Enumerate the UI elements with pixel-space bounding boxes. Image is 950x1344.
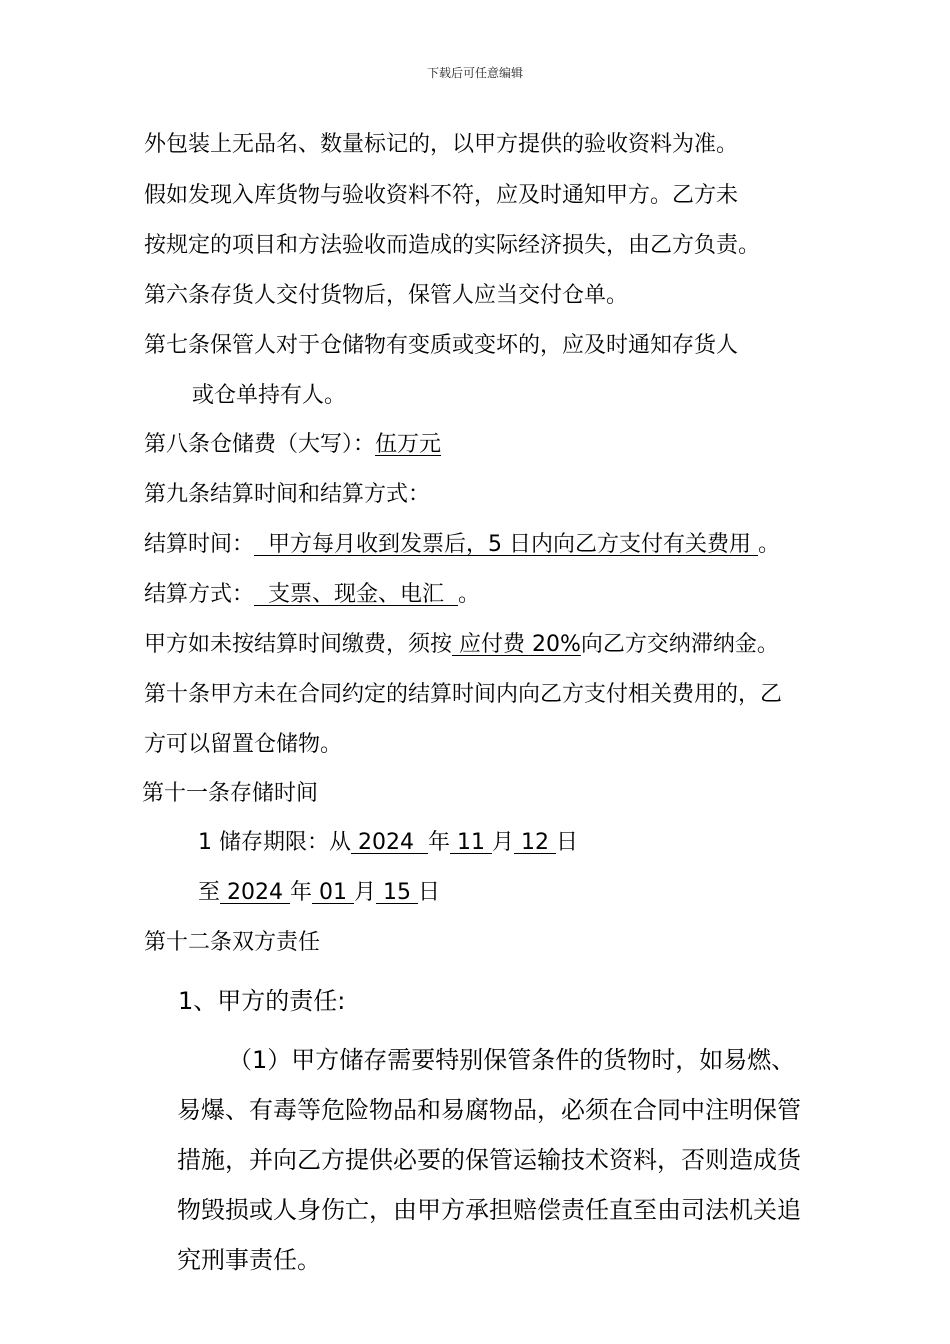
period-to-prefix: 至 bbox=[198, 880, 221, 905]
month-unit: 月 bbox=[354, 880, 377, 905]
period-to-day: 15 bbox=[376, 880, 418, 905]
period-to-month: 01 bbox=[312, 880, 354, 905]
punctuation: 。 bbox=[758, 532, 781, 557]
storage-fee-value: 伍万元 bbox=[375, 432, 442, 457]
settlement-time-value: 甲方每月收到发票后，5 日内向乙方支付有关费用 bbox=[254, 532, 758, 557]
text-line: （1）甲方储存需要特别保管条件的货物时，如易燃、 bbox=[228, 1046, 796, 1074]
text-line: 究刑事责任。 bbox=[177, 1246, 321, 1274]
settlement-method-label: 结算方式： bbox=[144, 582, 255, 607]
period-from-month: 11 bbox=[449, 830, 492, 855]
text-line: 第六条存货人交付货物后，保管人应当交付仓单。 bbox=[144, 283, 629, 308]
period-from-prefix: 1 储存期限：从 bbox=[198, 830, 351, 855]
settlement-time-line bbox=[144, 530, 780, 560]
period-from-day: 12 bbox=[513, 830, 556, 855]
text-line: 外包装上无品名、数量标记的，以甲方提供的验收资料为准。 bbox=[144, 132, 739, 157]
text-line: 或仓单持有人。 bbox=[192, 383, 347, 408]
text-line: 假如发现入库货物与验收资料不符，应及时通知甲方。乙方未 bbox=[144, 183, 739, 208]
period-to-year: 2024 bbox=[220, 880, 290, 905]
subsection-heading: 1、甲方的责任: bbox=[178, 987, 346, 1015]
text-line: 物毁损或人身伤亡，由甲方承担赔偿责任直至由司法机关追 bbox=[177, 1196, 801, 1224]
late-fee-rate: 应付费 20% bbox=[452, 632, 581, 657]
article-8-label: 第八条仓储费（大写）： bbox=[144, 432, 376, 457]
text-line: 措施，并向乙方提供必要的保管运输技术资料，否则造成货 bbox=[177, 1146, 801, 1174]
text-line: 第十一条存储时间 bbox=[142, 781, 319, 806]
period-from-year: 2024 bbox=[351, 830, 428, 855]
text-line: 按规定的项目和方法验收而造成的实际经济损失，由乙方负责。 bbox=[144, 233, 761, 258]
late-fee-line bbox=[144, 630, 779, 660]
settlement-method-line bbox=[144, 580, 480, 610]
punctuation: 。 bbox=[458, 582, 481, 607]
late-fee-suffix: 向乙方交纳滞纳金。 bbox=[580, 632, 779, 657]
year-unit: 年 bbox=[427, 830, 450, 855]
article-8-line bbox=[144, 430, 441, 460]
text-line: 第九条结算时间和结算方式： bbox=[144, 482, 431, 507]
text-line: 方可以留置仓储物。 bbox=[144, 732, 343, 757]
month-unit: 月 bbox=[491, 830, 514, 855]
year-unit: 年 bbox=[290, 880, 313, 905]
settlement-time-label: 结算时间： bbox=[144, 532, 255, 557]
text-line: 易爆、有毒等危险物品和易腐物品，必须在合同中注明保管 bbox=[177, 1096, 801, 1124]
page-header-note: 下载后可任意编辑 bbox=[426, 66, 523, 80]
section-heading: 第十二条双方责任 bbox=[144, 930, 321, 955]
text-line: 第十条甲方未在合同约定的结算时间内向乙方支付相关费用的，乙 bbox=[144, 682, 783, 707]
settlement-method-value: 支票、现金、电汇 bbox=[254, 582, 458, 607]
day-unit: 日 bbox=[418, 880, 441, 905]
storage-period-from bbox=[198, 828, 578, 858]
day-unit: 日 bbox=[555, 830, 578, 855]
text-line: 第七条保管人对于仓储物有变质或变坏的，应及时通知存货人 bbox=[144, 333, 739, 358]
storage-period-to bbox=[198, 878, 440, 908]
late-fee-prefix: 甲方如未按结算时间缴费，须按 bbox=[144, 632, 453, 657]
